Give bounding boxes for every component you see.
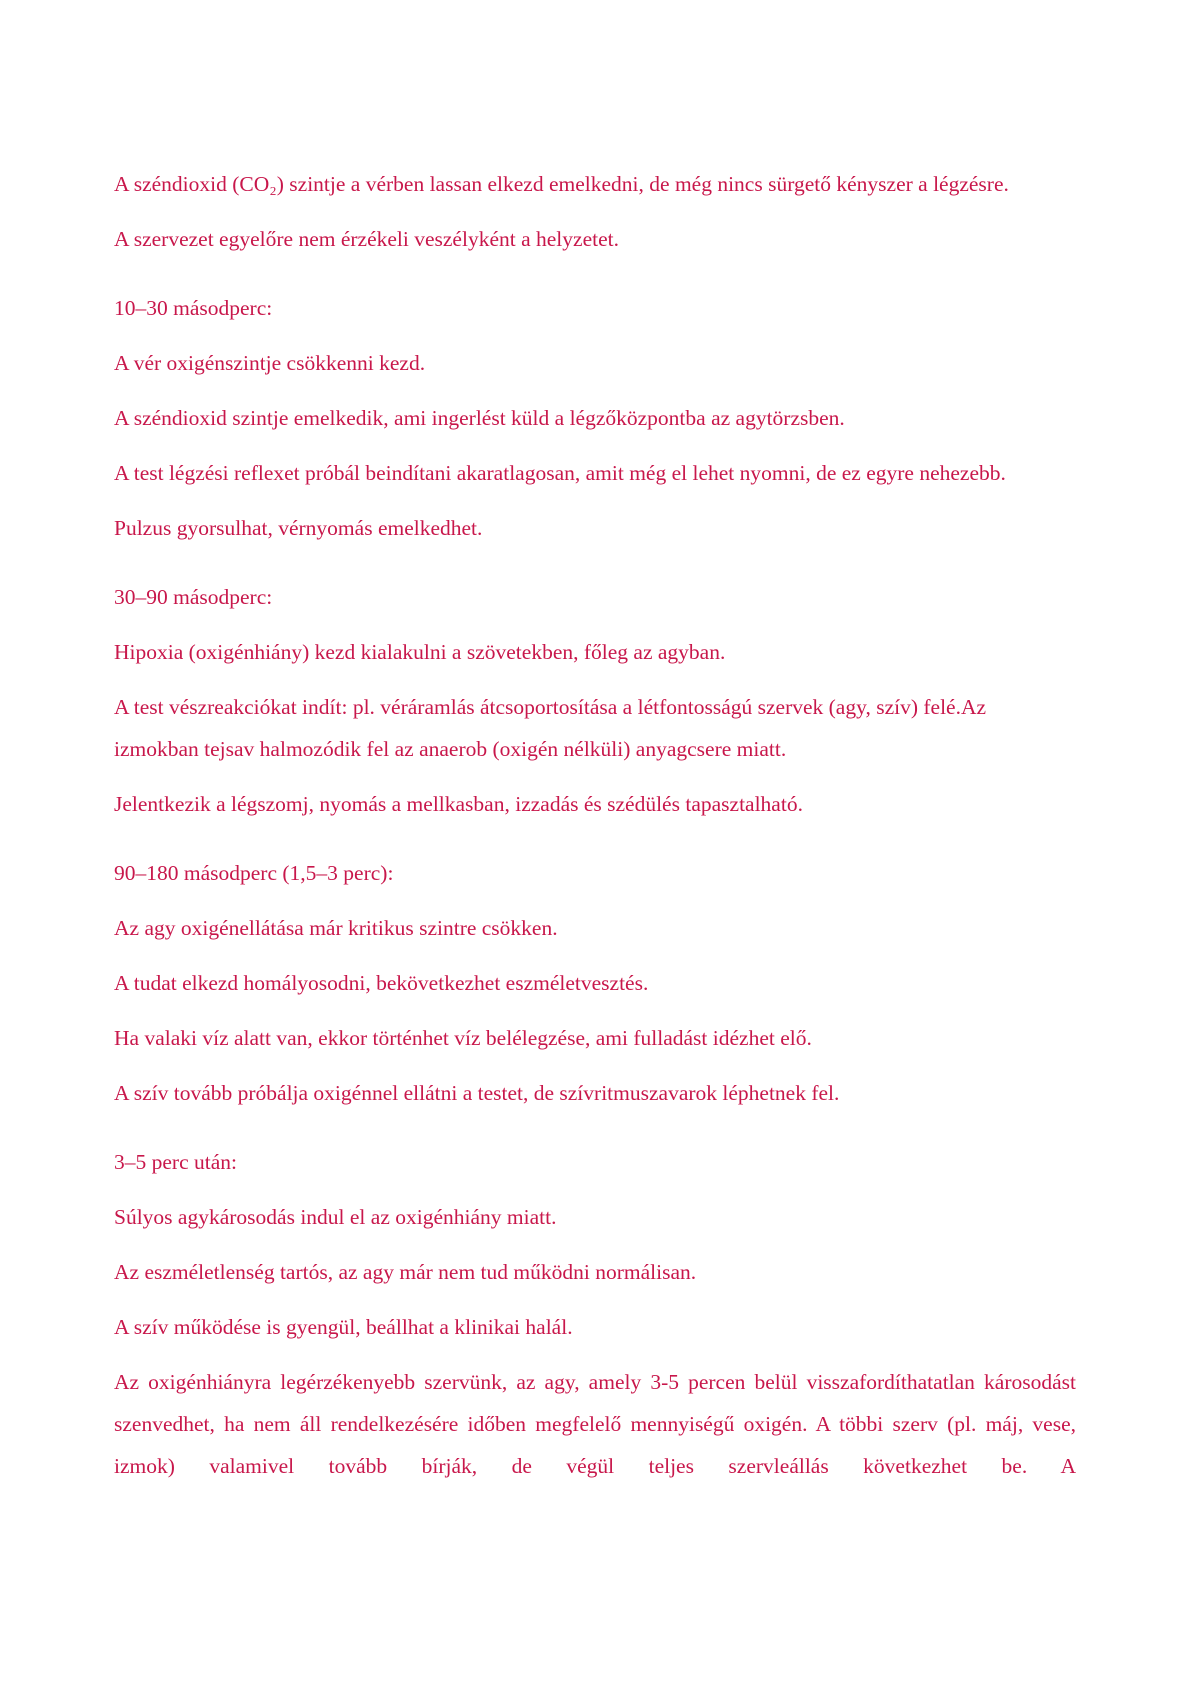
paragraph-organ-sensitivity: Az oxigénhiányra legérzékenyebb szervünk, az agy, amely 3-5 percen belül visszafordíthatatlan károsodást szenvedhet, ha nem áll rendelkezésére időben megfelelő mennyiségű oxigén. A többi szerv (pl. máj, vese, izmok) valamivel tovább bírják, de végül teljes szervleállás következhet be. A: [114, 1370, 1076, 1478]
paragraph-no-danger: A szervezet egyelőre nem érzékeli veszélyként a helyzetet.: [114, 227, 619, 251]
paragraph-clinical-death: A szív működése is gyengül, beállhat a klinikai halál.: [114, 1315, 573, 1339]
paragraph-underwater: Ha valaki víz alatt van, ekkor történhet víz belélegzése, ami fulladást idézhet elő.: [114, 1026, 812, 1050]
paragraph-brain-damage: Súlyos agykárosodás indul el az oxigénhiány miatt.: [114, 1205, 557, 1229]
paragraph-consciousness: A tudat elkezd homályosodni, bekövetkezhet eszméletvesztés.: [114, 971, 649, 995]
paragraph-critical-oxygen: Az agy oxigénellátása már kritikus szintre csökken.: [114, 916, 558, 940]
paragraph-unconsciousness: Az eszméletlenség tartós, az agy már nem tud működni normálisan.: [114, 1260, 697, 1284]
paragraph-co2-stimulus: A széndioxid szintje emelkedik, ami ingerlést küld a légzőközpontba az agytörzsben.: [114, 406, 845, 430]
paragraph-oxygen-drop: A vér oxigénszintje csökkenni kezd.: [114, 351, 426, 375]
paragraph-emergency-reactions: A test vészreakciókat indít: pl. véráramlás átcsoportosítása a létfontosságú szervek (agy, szív) felé.Az izmokban tejsav halmozódik fel az anaerob (oxigén nélküli) anyagcsere miatt.: [114, 695, 987, 761]
paragraph-co2-rise: A széndioxid (CO₂) szintje a vérben lassan elkezd emelkedni, de még nincs sürgető kényszer a légzésre.: [114, 172, 1009, 196]
document-body: [114, 163, 1076, 1500]
paragraph-shortness-of-breath: Jelentkezik a légszomj, nyomás a mellkasban, izzadás és szédülés tapasztalható.: [114, 792, 803, 816]
paragraph-breathing-reflex: A test légzési reflexet próbál beindítani akaratlagosan, amit még el lehet nyomni, de ez egyre nehezebb.: [114, 461, 1006, 485]
section-heading-30-90: 30–90 másodperc:: [114, 585, 273, 609]
section-heading-10-30: 10–30 másodperc:: [114, 296, 273, 320]
paragraph-arrhythmia: A szív tovább próbálja oxigénnel ellátni a testet, de szívritmuszavarok léphetnek fel.: [114, 1081, 840, 1105]
paragraph-pulse: Pulzus gyorsulhat, vérnyomás emelkedhet.: [114, 516, 483, 540]
section-heading-3-5-min: 3–5 perc után:: [114, 1150, 237, 1174]
paragraph-hypoxia: Hipoxia (oxigénhiány) kezd kialakulni a szövetekben, főleg az agyban.: [114, 640, 726, 664]
section-heading-90-180: 90–180 másodperc (1,5–3 perc):: [114, 861, 394, 885]
